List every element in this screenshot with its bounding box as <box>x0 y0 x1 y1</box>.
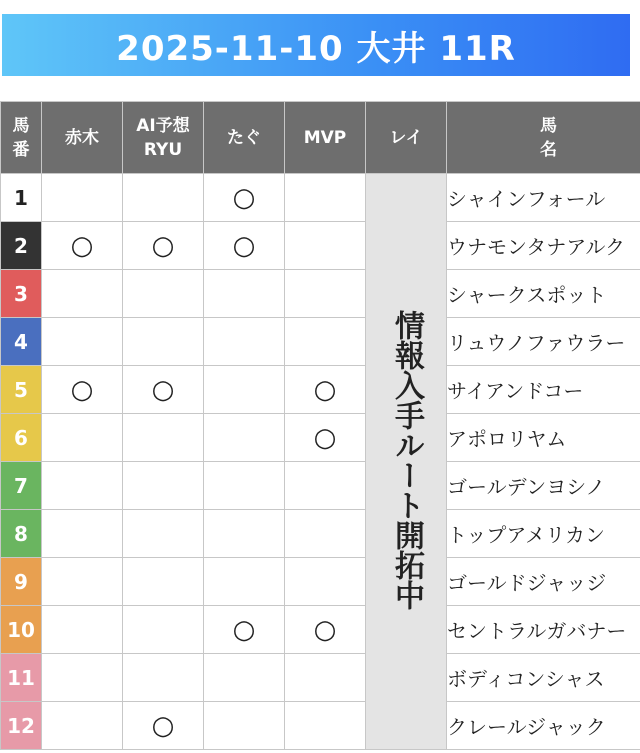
table-row <box>1 366 640 414</box>
mark-mvp <box>285 174 366 222</box>
mark-ai-ryu <box>123 558 204 606</box>
mark-tagu <box>204 654 285 702</box>
mark-ai-ryu <box>123 318 204 366</box>
horse-name: ゴールドジャッジ <box>447 558 640 606</box>
horse-number: 1 <box>1 174 42 222</box>
horse-name: シャークスポット <box>447 270 640 318</box>
mark-mvp <box>285 558 366 606</box>
horse-number: 3 <box>1 270 42 318</box>
mark-ai-ryu <box>123 270 204 318</box>
horse-name: ウナモンタナアルク <box>447 222 640 270</box>
horse-number: 8 <box>1 510 42 558</box>
mark-mvp <box>285 462 366 510</box>
horse-number: 7 <box>1 462 42 510</box>
table-body <box>1 174 640 750</box>
mark-ai-ryu <box>123 510 204 558</box>
mark-ai-ryu <box>123 654 204 702</box>
horse-name: サイアンドコー <box>447 366 640 414</box>
horse-name: セントラルガバナー <box>447 606 640 654</box>
table-row <box>1 558 640 606</box>
mark-tagu: ○ <box>204 174 285 222</box>
prediction-table <box>0 101 640 750</box>
table-row <box>1 222 640 270</box>
mark-ai-ryu <box>123 174 204 222</box>
mark-tagu <box>204 366 285 414</box>
table-row <box>1 462 640 510</box>
mark-mvp <box>285 654 366 702</box>
mark-akagi <box>42 606 123 654</box>
header-horse-name <box>447 102 640 174</box>
horse-number: 10 <box>1 606 42 654</box>
horse-number: 11 <box>1 654 42 702</box>
horse-name: リュウノファウラー <box>447 318 640 366</box>
horse-name: クレールジャック <box>447 702 640 750</box>
mark-akagi <box>42 702 123 750</box>
table-row <box>1 654 640 702</box>
table-row <box>1 702 640 750</box>
mark-akagi <box>42 318 123 366</box>
header-mvp: MVP <box>285 102 366 174</box>
mark-akagi <box>42 462 123 510</box>
horse-number: 6 <box>1 414 42 462</box>
mark-ai-ryu <box>123 606 204 654</box>
mark-akagi <box>42 510 123 558</box>
mark-tagu <box>204 270 285 318</box>
mark-mvp <box>285 318 366 366</box>
header-tagu: たぐ <box>204 102 285 174</box>
mark-mvp <box>285 270 366 318</box>
header-horse-number-label: 馬 番 <box>12 115 30 160</box>
horse-number: 4 <box>1 318 42 366</box>
horse-number: 2 <box>1 222 42 270</box>
mark-tagu <box>204 558 285 606</box>
table-row <box>1 606 640 654</box>
mark-akagi <box>42 654 123 702</box>
mark-ai-ryu: ○ <box>123 222 204 270</box>
horse-name: シャインフォール <box>447 174 640 222</box>
mark-mvp <box>285 510 366 558</box>
mark-ai-ryu <box>123 462 204 510</box>
mark-ai-ryu <box>123 414 204 462</box>
race-title: 2025-11-10 大井 11R <box>116 28 516 69</box>
mark-mvp: ○ <box>285 606 366 654</box>
mark-tagu <box>204 318 285 366</box>
mark-tagu: ○ <box>204 222 285 270</box>
horse-name: ゴールデンヨシノ <box>447 462 640 510</box>
table-row <box>1 414 640 462</box>
mark-akagi <box>42 270 123 318</box>
horse-name: アポロリヤム <box>447 414 640 462</box>
header-rei: レイ <box>366 102 447 174</box>
mark-tagu <box>204 414 285 462</box>
table-row <box>1 174 640 222</box>
header-horse-name-label: 馬 名 <box>540 115 557 160</box>
horse-name: トップアメリカン <box>447 510 640 558</box>
mark-mvp: ○ <box>285 414 366 462</box>
horse-number: 9 <box>1 558 42 606</box>
mark-tagu <box>204 702 285 750</box>
race-banner <box>2 14 630 76</box>
table-row <box>1 270 640 318</box>
mark-ai-ryu: ○ <box>123 366 204 414</box>
mark-akagi: ○ <box>42 222 123 270</box>
mark-ai-ryu: ○ <box>123 702 204 750</box>
header-row <box>1 102 640 174</box>
horse-name: ボディコンシャス <box>447 654 640 702</box>
mark-akagi <box>42 174 123 222</box>
mark-akagi: ○ <box>42 366 123 414</box>
header-ai-ryu <box>123 102 204 174</box>
rei-column <box>366 174 447 750</box>
mark-tagu: ○ <box>204 606 285 654</box>
table-row <box>1 510 640 558</box>
horse-number: 5 <box>1 366 42 414</box>
mark-tagu <box>204 510 285 558</box>
mark-tagu <box>204 462 285 510</box>
header-horse-number <box>1 102 42 174</box>
rei-status-text: 情報入手ルート開拓中 <box>389 309 424 610</box>
header-akagi: 赤木 <box>42 102 123 174</box>
mark-mvp <box>285 222 366 270</box>
mark-mvp: ○ <box>285 366 366 414</box>
mark-akagi <box>42 414 123 462</box>
mark-akagi <box>42 558 123 606</box>
mark-mvp <box>285 702 366 750</box>
horse-number: 12 <box>1 702 42 750</box>
header-ai-ryu-label: AI予想 RYU <box>136 115 190 160</box>
table-row <box>1 318 640 366</box>
